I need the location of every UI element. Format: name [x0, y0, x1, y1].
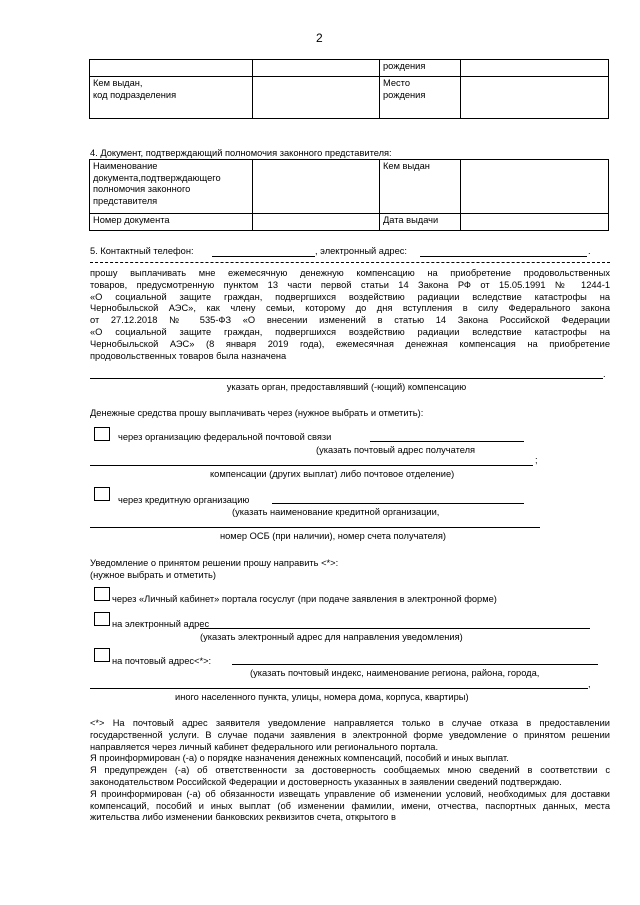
- post-address-field-2[interactable]: [90, 465, 533, 466]
- division-code-label: код подразделения: [93, 89, 177, 100]
- issue-date-label-cell: [380, 214, 461, 231]
- doc-name-label-l4: представителя: [93, 195, 158, 206]
- post-semicolon: ;: [535, 455, 538, 465]
- bank-hint1: (указать наименование кредитной организации,: [232, 507, 440, 517]
- footnote-informed: Я проинформирован (-а) о порядке назначения денежных компенсаций, пособий и иных выплат.: [90, 753, 509, 764]
- organ-end: .: [603, 369, 606, 379]
- notify-post-label: на почтовый адрес<*>:: [112, 656, 212, 666]
- doc-name-label-l3: полномочия законного: [93, 184, 191, 195]
- footnote-warned: Я предупрежден (-а) об ответственности за достоверность сообщаемых мною сведений в соответствии с законодательством Российской Федерации и достоверность указанных в заявлении сведений подтверждаю.: [90, 765, 610, 787]
- notify-post-field-2[interactable]: [90, 688, 588, 689]
- payment-heading: Денежные средства прошу выплачивать через (нужное выбрать и отметить):: [90, 408, 424, 418]
- request-line: товаров, предусмотренную пунктом 13 части первой статьи 14 Закона РФ от 15.05.1991 № 1244-1: [90, 279, 610, 290]
- doc-number-label-cell: [90, 214, 253, 231]
- request-paragraph: [90, 268, 610, 362]
- birth-place-value[interactable]: [461, 77, 609, 119]
- doc-name-label-l1: Наименование: [93, 161, 158, 171]
- table1-cell: [380, 77, 461, 119]
- footnote-note: <*> На почтовый адрес заявителя уведомление направляется только в случае отказа в предоставлении государственной услуги. В случае подачи заявления в электронной форме уведомление о принятом решении направляется через личный кабинет федерального или регионального портала.: [90, 718, 610, 752]
- request-line: «О социальной защите граждан, подвергшихся воздействию радиации вследствие катастрофы на: [90, 326, 610, 337]
- notify-portal-label: через «Личный кабинет» портала госуслуг (при подаче заявления в электронной форме): [112, 594, 497, 604]
- notify-post-hint2: иного населенного пункта, улицы, номера дома, корпуса, квартиры): [175, 692, 469, 702]
- post-hint1: (указать почтовый адрес получателя: [316, 445, 476, 455]
- post-address-field[interactable]: [370, 441, 524, 442]
- table1-cell[interactable]: [461, 60, 609, 77]
- post-checkbox[interactable]: [94, 427, 110, 441]
- birth-place-label-l1: Место: [383, 78, 410, 88]
- notify-email-label: на электронный адрес: [112, 619, 210, 629]
- birth-place-label-l2: рождения: [383, 89, 426, 100]
- issued-by-value[interactable]: [253, 77, 380, 119]
- section4-heading: 4. Документ, подтверждающий полномочия законного представителя:: [90, 148, 392, 158]
- issue-date-value[interactable]: [461, 214, 609, 231]
- notify-email-checkbox[interactable]: [94, 612, 110, 626]
- notify-email-hint: (указать электронный адрес для направления уведомления): [200, 632, 463, 642]
- request-line: прошу выплачивать мне ежемесячную денежную компенсацию на приобретение продовольственных: [90, 268, 610, 278]
- bank-hint2: номер ОСБ (при наличии), номер счета получателя): [220, 531, 446, 541]
- phone-field[interactable]: [212, 256, 315, 257]
- bank-account-field[interactable]: [90, 527, 540, 528]
- page-number: 2: [316, 31, 323, 45]
- notify-email-field[interactable]: [200, 628, 590, 629]
- representative-document-table: [89, 159, 609, 231]
- identity-table-continuation: [89, 59, 609, 119]
- email-field[interactable]: [420, 256, 587, 257]
- issue-date-label: Дата выдачи: [383, 215, 439, 225]
- doc-name-label-cell: [90, 160, 253, 214]
- email-label: , электронный адрес:: [315, 246, 407, 256]
- doc-number-value[interactable]: [253, 214, 380, 231]
- bank-name-field[interactable]: [272, 503, 524, 504]
- bank-label: через кредитную организацию: [118, 495, 250, 505]
- rep-issued-by-label: Кем выдан: [383, 161, 430, 171]
- notify-post-field[interactable]: [232, 664, 598, 665]
- footnote-obligation: Я проинформирован (-а) об обязанности извещать управление об изменении условий, необходимых для доставки компенсаций, пособий и иных выплат (об изменении фамилии, имени, отчества, паспортных данных, места жительства либо изменении банковских реквизитов счета, открытого в: [90, 788, 610, 823]
- table1-cell: [380, 60, 461, 77]
- birth-date-label-tail: рождения: [383, 61, 426, 71]
- doc-name-value[interactable]: [253, 160, 380, 214]
- notify-post-hint1: (указать почтовый индекс, наименование региона, района, города,: [250, 668, 540, 678]
- organ-field[interactable]: [90, 378, 603, 379]
- footnote-block: [90, 718, 610, 824]
- phone-label: 5. Контактный телефон:: [90, 246, 194, 256]
- post-hint2: компенсации (других выплат) либо почтовое отделение): [210, 469, 455, 479]
- table1-cell[interactable]: [253, 60, 380, 77]
- table1-cell: [90, 77, 253, 119]
- notify-post-checkbox[interactable]: [94, 648, 110, 662]
- organ-hint: указать орган, предоставлявший (-ющий) компенсацию: [226, 382, 467, 392]
- request-line: от 27.12.2018 № 535-ФЗ «О внесении изменений в статью 14 Закона Российской Федерации: [90, 315, 610, 326]
- notify-portal-checkbox[interactable]: [94, 587, 110, 601]
- notify-heading: Уведомление о принятом решении прошу направить <*>:: [90, 558, 339, 568]
- table1-cell[interactable]: [90, 60, 253, 77]
- doc-number-label: Номер документа: [93, 215, 170, 225]
- doc-name-label-l2: документа,подтверждающего: [93, 172, 221, 183]
- request-last-line: продовольственных товаров была назначена: [90, 350, 287, 361]
- post-label: через организацию федеральной почтовой связи: [118, 432, 332, 442]
- request-line: Чернобыльской АЭС» (8 января 2019 года), ежемесячная денежная компенсация на приобретение: [90, 338, 610, 349]
- issued-by-label: Кем выдан,: [93, 78, 143, 88]
- bank-checkbox[interactable]: [94, 487, 110, 501]
- notify-post-comma: ,: [588, 679, 591, 689]
- rep-issued-by-value[interactable]: [461, 160, 609, 214]
- request-line: «О социальной защите граждан, подвергшихся воздействию радиации вследствие катастрофы на: [90, 291, 610, 302]
- section5-end: .: [588, 246, 591, 256]
- notify-sub: (нужное выбрать и отметить): [90, 570, 216, 580]
- cut-line: [90, 262, 610, 263]
- request-line: Чернобыльской АЭС», как члену семьи, которому до дня вступления в силу Федерального закона: [90, 303, 610, 314]
- issued-by-label-cell: [380, 160, 461, 214]
